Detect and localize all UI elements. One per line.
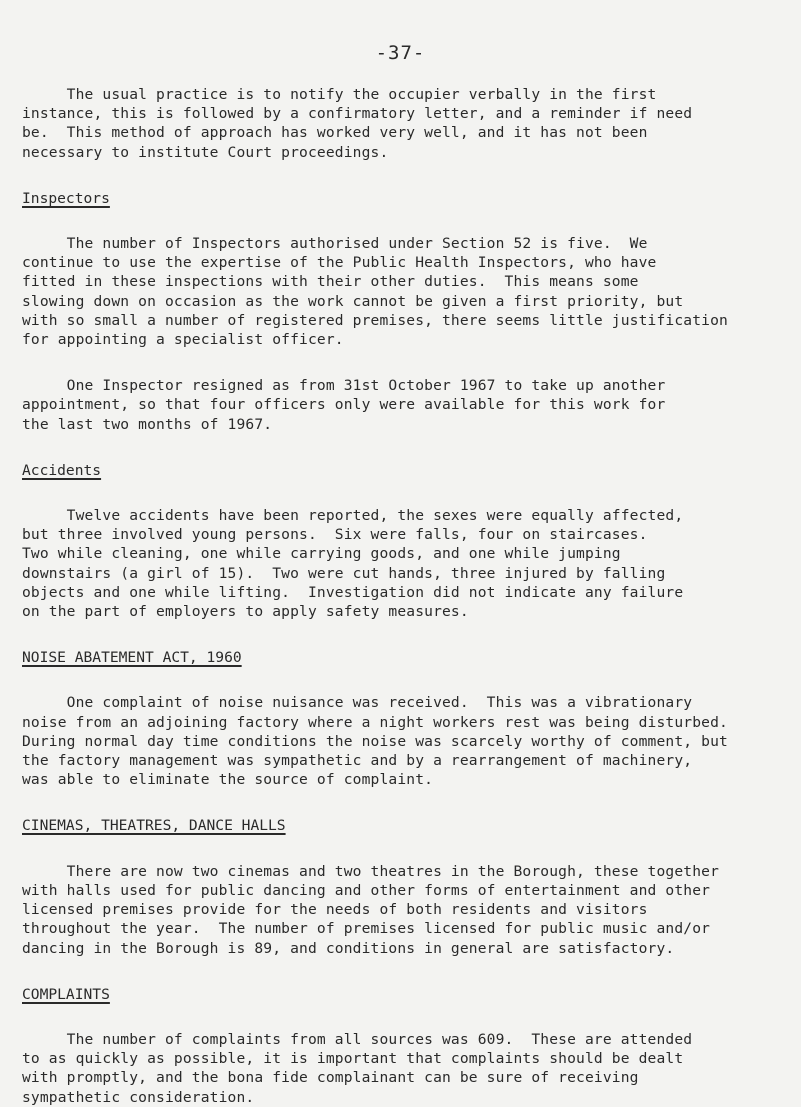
- section-heading: NOISE ABATEMENT ACT, 1960: [22, 649, 242, 667]
- section-heading: CINEMAS, THEATRES, DANCE HALLS: [22, 817, 286, 835]
- paragraph: [22, 862, 792, 958]
- text-line: with so small a number of registered premises, there seems little justification: [22, 311, 728, 329]
- text-line: instance, this is followed by a confirmatory letter, and a reminder if need: [22, 105, 693, 123]
- text-line: There are now two cinemas and two theatres in the Borough, these together: [22, 862, 720, 880]
- text-line: Two while cleaning, one while carrying goods, and one while jumping: [22, 545, 621, 563]
- text-line: During normal day time conditions the noise was scarcely worthy of comment, but: [22, 732, 728, 750]
- text-line: the last two months of 1967.: [22, 415, 273, 433]
- paragraph: [22, 506, 792, 621]
- text-line: the factory management was sympathetic and by a rearrangement of machinery,: [22, 752, 693, 770]
- text-line: with halls used for public dancing and other forms of entertainment and other: [22, 881, 711, 899]
- text-line: with promptly, and the bona fide complainant can be sure of receiving: [22, 1069, 639, 1087]
- text-line: fitted in these inspections with their other duties. This means some: [22, 273, 639, 291]
- text-line: The number of complaints from all sources was 609. These are attended: [22, 1030, 693, 1048]
- section-heading: Inspectors: [22, 189, 110, 207]
- text-line: noise from an adjoining factory where a night workers rest was being disturbed.: [22, 713, 728, 731]
- text-line: appointment, so that four officers only were available for this work for: [22, 396, 666, 414]
- text-line: to as quickly as possible, it is important that complaints should be dealt: [22, 1050, 684, 1068]
- text-line: continue to use the expertise of the Public Health Inspectors, who have: [22, 254, 657, 272]
- text-line: The number of Inspectors authorised under Section 52 is five. We: [22, 235, 648, 253]
- paragraph: [22, 693, 792, 789]
- text-line: sympathetic consideration.: [22, 1088, 255, 1106]
- paragraph: [22, 1030, 792, 1107]
- text-line: dancing in the Borough is 89, and conditions in general are satisfactory.: [22, 939, 675, 957]
- text-line: downstairs (a girl of 15). Two were cut hands, three injured by falling: [22, 564, 666, 582]
- text-line: but three involved young persons. Six were falls, four on staircases.: [22, 526, 648, 544]
- text-line: necessary to institute Court proceedings.: [22, 143, 389, 161]
- paragraph: [22, 85, 792, 162]
- text-line: throughout the year. The number of premises licensed for public music and/or: [22, 920, 711, 938]
- paragraph: [22, 234, 792, 349]
- document-body: [22, 85, 792, 1107]
- text-line: on the part of employers to apply safety measures.: [22, 603, 469, 621]
- text-line: was able to eliminate the source of complaint.: [22, 771, 434, 789]
- paragraph: [22, 376, 792, 434]
- section-heading: Accidents: [22, 461, 102, 479]
- text-line: be. This method of approach has worked very well, and it has not been: [22, 124, 648, 142]
- text-line: The usual practice is to notify the occupier verbally in the first: [22, 86, 657, 103]
- page-number: -37-: [375, 42, 426, 64]
- text-line: licensed premises provide for the needs of both residents and visitors: [22, 901, 648, 919]
- text-line: One complaint of noise nuisance was received. This was a vibrationary: [22, 694, 693, 712]
- text-line: Twelve accidents have been reported, the sexes were equally affected,: [22, 507, 684, 525]
- text-line: slowing down on occasion as the work cannot be given a first priority, but: [22, 292, 684, 310]
- text-line: One Inspector resigned as from 31st October 1967 to take up another: [22, 377, 666, 395]
- text-line: objects and one while lifting. Investigation did not indicate any failure: [22, 583, 684, 601]
- section-heading: COMPLAINTS: [22, 985, 110, 1003]
- text-line: for appointing a specialist officer.: [22, 331, 344, 349]
